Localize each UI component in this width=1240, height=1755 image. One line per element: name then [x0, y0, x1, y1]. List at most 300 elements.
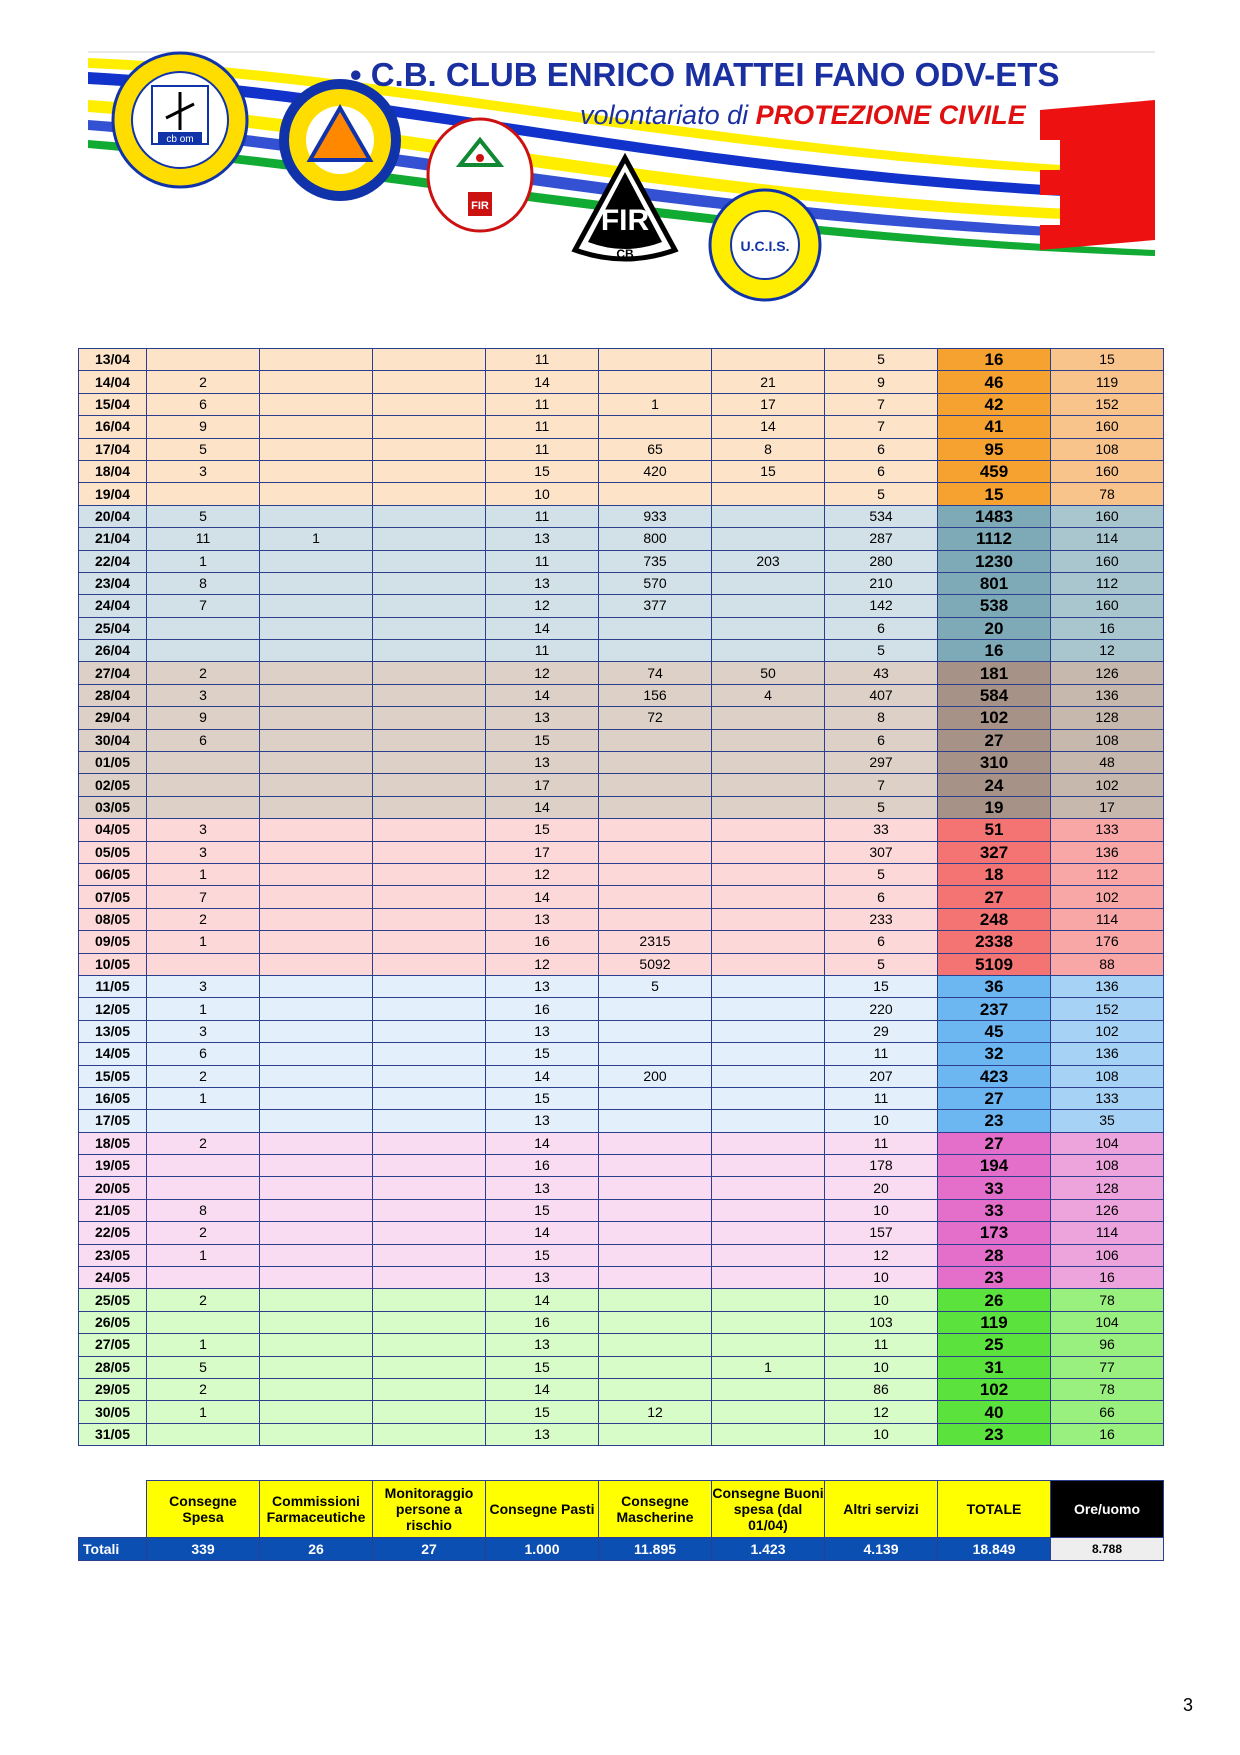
value-cell: 5 — [147, 438, 260, 460]
total-cell: 45 — [938, 1020, 1051, 1042]
value-cell — [712, 796, 825, 818]
value-cell — [599, 640, 712, 662]
hours-cell: 112 — [1051, 572, 1164, 594]
date-cell: 21/05 — [79, 1199, 147, 1221]
value-cell: 3 — [147, 975, 260, 997]
value-cell: 377 — [599, 595, 712, 617]
hours-cell: 16 — [1051, 1267, 1164, 1289]
value-cell: 9 — [147, 707, 260, 729]
date-cell: 26/05 — [79, 1311, 147, 1333]
value-cell — [147, 1267, 260, 1289]
value-cell — [373, 1110, 486, 1132]
value-cell: 233 — [825, 908, 938, 930]
value-cell: 157 — [825, 1222, 938, 1244]
value-cell — [599, 1043, 712, 1065]
value-cell: 1 — [147, 1244, 260, 1266]
value-cell: 10 — [825, 1110, 938, 1132]
value-cell — [147, 953, 260, 975]
value-cell: 7 — [825, 774, 938, 796]
hours-cell: 160 — [1051, 460, 1164, 482]
value-cell: 14 — [486, 684, 599, 706]
value-cell — [260, 595, 373, 617]
hours-cell: 102 — [1051, 886, 1164, 908]
value-cell — [260, 505, 373, 527]
value-cell: 11 — [486, 550, 599, 572]
totals-table — [78, 1480, 1164, 1561]
value-cell — [373, 1043, 486, 1065]
table-row — [79, 371, 1164, 393]
value-cell: 2 — [147, 1222, 260, 1244]
value-cell: 8 — [147, 572, 260, 594]
value-cell: 9 — [825, 371, 938, 393]
total-cell: 538 — [938, 595, 1051, 617]
hours-cell: 136 — [1051, 975, 1164, 997]
value-cell: 933 — [599, 505, 712, 527]
hours-cell: 78 — [1051, 1378, 1164, 1400]
value-cell — [373, 460, 486, 482]
total-cell: 181 — [938, 662, 1051, 684]
value-cell: 1 — [712, 1356, 825, 1378]
total-cell: 801 — [938, 572, 1051, 594]
total-cell: 28 — [938, 1244, 1051, 1266]
value-cell — [373, 729, 486, 751]
value-cell — [373, 1244, 486, 1266]
value-cell — [260, 460, 373, 482]
value-cell — [260, 819, 373, 841]
table-row — [79, 1199, 1164, 1221]
value-cell: 11 — [825, 1132, 938, 1154]
total-cell: 23 — [938, 1423, 1051, 1445]
hours-cell: 136 — [1051, 841, 1164, 863]
value-cell — [260, 684, 373, 706]
value-cell: 178 — [825, 1155, 938, 1177]
value-cell — [260, 931, 373, 953]
totals-header-cell: Ore/uomo — [1051, 1481, 1164, 1538]
value-cell: 7 — [147, 595, 260, 617]
hours-cell: 88 — [1051, 953, 1164, 975]
value-cell: 15 — [486, 1356, 599, 1378]
value-cell: 12 — [486, 595, 599, 617]
value-cell — [712, 1065, 825, 1087]
date-cell: 23/05 — [79, 1244, 147, 1266]
value-cell: 5 — [825, 349, 938, 371]
table-row — [79, 460, 1164, 482]
value-cell: 5 — [825, 863, 938, 885]
value-cell — [599, 886, 712, 908]
value-cell — [373, 640, 486, 662]
date-cell: 24/04 — [79, 595, 147, 617]
hours-cell: 104 — [1051, 1311, 1164, 1333]
table-row — [79, 483, 1164, 505]
value-cell: 14 — [486, 617, 599, 639]
value-cell — [373, 953, 486, 975]
total-cell: 25 — [938, 1334, 1051, 1356]
value-cell — [260, 796, 373, 818]
value-cell — [147, 796, 260, 818]
table-row — [79, 729, 1164, 751]
value-cell: 12 — [825, 1401, 938, 1423]
value-cell — [260, 975, 373, 997]
value-cell: 16 — [486, 1155, 599, 1177]
value-cell — [373, 349, 486, 371]
value-cell — [599, 774, 712, 796]
value-cell: 103 — [825, 1311, 938, 1333]
total-cell: 16 — [938, 640, 1051, 662]
value-cell: 11 — [486, 416, 599, 438]
value-cell — [260, 1065, 373, 1087]
hours-cell: 106 — [1051, 1244, 1164, 1266]
date-cell: 19/05 — [79, 1155, 147, 1177]
hours-cell: 108 — [1051, 729, 1164, 751]
totals-value-cell: 18.849 — [938, 1538, 1051, 1561]
hours-cell: 104 — [1051, 1132, 1164, 1154]
total-cell: 1483 — [938, 505, 1051, 527]
value-cell — [260, 640, 373, 662]
table-row — [79, 550, 1164, 572]
value-cell — [712, 1177, 825, 1199]
value-cell: 50 — [712, 662, 825, 684]
date-cell: 19/04 — [79, 483, 147, 505]
value-cell — [712, 975, 825, 997]
value-cell — [373, 1155, 486, 1177]
value-cell — [373, 1289, 486, 1311]
value-cell — [373, 1311, 486, 1333]
value-cell — [599, 1311, 712, 1333]
total-cell: 16 — [938, 349, 1051, 371]
value-cell — [260, 617, 373, 639]
value-cell — [599, 1334, 712, 1356]
date-cell: 13/05 — [79, 1020, 147, 1042]
hours-cell: 114 — [1051, 1222, 1164, 1244]
value-cell — [712, 863, 825, 885]
value-cell: 2 — [147, 371, 260, 393]
date-cell: 17/04 — [79, 438, 147, 460]
value-cell: 420 — [599, 460, 712, 482]
value-cell: 13 — [486, 528, 599, 550]
hours-cell: 108 — [1051, 438, 1164, 460]
value-cell: 9 — [147, 416, 260, 438]
value-cell — [373, 1378, 486, 1400]
value-cell: 15 — [486, 1244, 599, 1266]
value-cell: 10 — [825, 1199, 938, 1221]
value-cell — [373, 1065, 486, 1087]
value-cell: 3 — [147, 1020, 260, 1042]
value-cell: 2 — [147, 1065, 260, 1087]
value-cell — [260, 1267, 373, 1289]
value-cell — [599, 796, 712, 818]
value-cell: 13 — [486, 1110, 599, 1132]
table-row — [79, 662, 1164, 684]
total-cell: 5109 — [938, 953, 1051, 975]
table-row — [79, 1378, 1164, 1400]
value-cell — [373, 1020, 486, 1042]
totals-value-cell: 4.139 — [825, 1538, 938, 1561]
value-cell — [147, 349, 260, 371]
table-row — [79, 684, 1164, 706]
value-cell: 735 — [599, 550, 712, 572]
value-cell: 800 — [599, 528, 712, 550]
value-cell — [712, 1289, 825, 1311]
value-cell: 3 — [147, 841, 260, 863]
total-cell: 95 — [938, 438, 1051, 460]
value-cell: 13 — [486, 908, 599, 930]
value-cell — [260, 1155, 373, 1177]
value-cell: 14 — [486, 1289, 599, 1311]
value-cell — [712, 640, 825, 662]
totals-header-cell: Commissioni Farmaceutiche — [260, 1481, 373, 1538]
value-cell: 156 — [599, 684, 712, 706]
value-cell: 6 — [825, 460, 938, 482]
hours-cell: 17 — [1051, 796, 1164, 818]
hours-cell: 96 — [1051, 1334, 1164, 1356]
totals-header-cell: TOTALE — [938, 1481, 1051, 1538]
date-cell: 13/04 — [79, 349, 147, 371]
value-cell: 2 — [147, 1378, 260, 1400]
hours-cell: 152 — [1051, 998, 1164, 1020]
date-cell: 21/04 — [79, 528, 147, 550]
value-cell: 10 — [825, 1289, 938, 1311]
total-cell: 102 — [938, 1378, 1051, 1400]
value-cell: 10 — [825, 1423, 938, 1445]
totals-values-row — [79, 1538, 1164, 1561]
value-cell — [599, 1110, 712, 1132]
value-cell — [712, 1043, 825, 1065]
hours-cell: 128 — [1051, 1177, 1164, 1199]
value-cell — [373, 819, 486, 841]
total-cell: 36 — [938, 975, 1051, 997]
value-cell — [260, 572, 373, 594]
value-cell: 4 — [712, 684, 825, 706]
date-cell: 14/04 — [79, 371, 147, 393]
value-cell — [373, 662, 486, 684]
table-row — [79, 1132, 1164, 1154]
value-cell: 6 — [147, 393, 260, 415]
total-cell: 248 — [938, 908, 1051, 930]
date-cell: 20/04 — [79, 505, 147, 527]
value-cell: 7 — [147, 886, 260, 908]
value-cell: 10 — [486, 483, 599, 505]
value-cell — [712, 1423, 825, 1445]
totals-value-cell: 339 — [147, 1538, 260, 1561]
value-cell — [260, 1132, 373, 1154]
hours-cell: 133 — [1051, 819, 1164, 841]
date-cell: 31/05 — [79, 1423, 147, 1445]
hours-cell: 160 — [1051, 416, 1164, 438]
table-row — [79, 1222, 1164, 1244]
value-cell: 5 — [147, 1356, 260, 1378]
value-cell — [712, 528, 825, 550]
value-cell — [260, 349, 373, 371]
date-cell: 14/05 — [79, 1043, 147, 1065]
value-cell — [712, 505, 825, 527]
value-cell: 3 — [147, 460, 260, 482]
table-row — [79, 908, 1164, 930]
daily-services-table — [78, 348, 1164, 1446]
value-cell — [599, 1020, 712, 1042]
value-cell — [147, 617, 260, 639]
value-cell — [373, 684, 486, 706]
value-cell: 12 — [486, 662, 599, 684]
total-cell: 20 — [938, 617, 1051, 639]
value-cell — [147, 1311, 260, 1333]
value-cell — [373, 774, 486, 796]
value-cell — [712, 774, 825, 796]
value-cell — [599, 416, 712, 438]
value-cell: 16 — [486, 998, 599, 1020]
value-cell — [260, 1289, 373, 1311]
hours-cell: 114 — [1051, 908, 1164, 930]
value-cell: 1 — [147, 550, 260, 572]
page-title: • C.B. CLUB ENRICO MATTEI FANO ODV-ETS — [350, 56, 1060, 93]
value-cell — [373, 550, 486, 572]
value-cell — [712, 752, 825, 774]
value-cell — [373, 841, 486, 863]
value-cell — [260, 863, 373, 885]
total-cell: 194 — [938, 1155, 1051, 1177]
value-cell: 15 — [486, 1087, 599, 1109]
total-cell: 327 — [938, 841, 1051, 863]
value-cell: 2315 — [599, 931, 712, 953]
value-cell — [712, 1020, 825, 1042]
value-cell — [260, 774, 373, 796]
hours-cell: 133 — [1051, 1087, 1164, 1109]
total-cell: 46 — [938, 371, 1051, 393]
value-cell — [599, 349, 712, 371]
value-cell — [373, 528, 486, 550]
value-cell — [260, 1311, 373, 1333]
value-cell — [712, 1401, 825, 1423]
value-cell — [373, 998, 486, 1020]
value-cell — [373, 1087, 486, 1109]
value-cell — [373, 505, 486, 527]
value-cell — [712, 1199, 825, 1221]
value-cell — [373, 1356, 486, 1378]
value-cell — [373, 908, 486, 930]
date-cell: 20/05 — [79, 1177, 147, 1199]
totals-header-cell: Consegne Mascherine — [599, 1481, 712, 1538]
value-cell — [260, 662, 373, 684]
value-cell — [147, 483, 260, 505]
hours-cell: 16 — [1051, 1423, 1164, 1445]
ucis-seal-icon — [710, 190, 820, 300]
value-cell: 14 — [486, 371, 599, 393]
date-cell: 12/05 — [79, 998, 147, 1020]
totals-value-cell: 26 — [260, 1538, 373, 1561]
value-cell: 6 — [147, 1043, 260, 1065]
value-cell: 2 — [147, 1289, 260, 1311]
totals-label: Totali — [79, 1538, 147, 1561]
value-cell — [260, 483, 373, 505]
svg-text:FIR: FIR — [600, 204, 650, 237]
value-cell: 13 — [486, 572, 599, 594]
value-cell — [260, 1087, 373, 1109]
value-cell: 15 — [486, 1199, 599, 1221]
value-cell: 1 — [147, 931, 260, 953]
value-cell — [147, 1110, 260, 1132]
value-cell: 280 — [825, 550, 938, 572]
value-cell: 21 — [712, 371, 825, 393]
hours-cell: 66 — [1051, 1401, 1164, 1423]
value-cell: 29 — [825, 1020, 938, 1042]
date-cell: 30/04 — [79, 729, 147, 751]
total-cell: 19 — [938, 796, 1051, 818]
value-cell — [260, 438, 373, 460]
table-row — [79, 617, 1164, 639]
value-cell: 17 — [486, 841, 599, 863]
table-row — [79, 595, 1164, 617]
value-cell — [599, 752, 712, 774]
value-cell: 2 — [147, 908, 260, 930]
value-cell: 16 — [486, 1311, 599, 1333]
value-cell — [373, 572, 486, 594]
value-cell: 11 — [486, 393, 599, 415]
hours-cell: 128 — [1051, 707, 1164, 729]
total-cell: 33 — [938, 1199, 1051, 1221]
table-row — [79, 863, 1164, 885]
value-cell: 11 — [486, 349, 599, 371]
totals-header-row — [79, 1481, 1164, 1538]
value-cell: 15 — [712, 460, 825, 482]
total-cell: 423 — [938, 1065, 1051, 1087]
value-cell — [260, 1401, 373, 1423]
total-cell: 33 — [938, 1177, 1051, 1199]
value-cell — [373, 1267, 486, 1289]
value-cell: 11 — [486, 438, 599, 460]
value-cell: 20 — [825, 1177, 938, 1199]
value-cell — [712, 483, 825, 505]
value-cell: 8 — [147, 1199, 260, 1221]
value-cell — [260, 1222, 373, 1244]
value-cell: 12 — [486, 863, 599, 885]
value-cell: 14 — [486, 1378, 599, 1400]
totals-header-cell: Consegne Pasti — [486, 1481, 599, 1538]
date-cell: 27/05 — [79, 1334, 147, 1356]
date-cell: 25/04 — [79, 617, 147, 639]
table-row — [79, 416, 1164, 438]
value-cell: 13 — [486, 975, 599, 997]
value-cell — [260, 416, 373, 438]
hours-cell: 48 — [1051, 752, 1164, 774]
total-cell: 310 — [938, 752, 1051, 774]
date-cell: 18/04 — [79, 460, 147, 482]
value-cell: 14 — [486, 796, 599, 818]
table-row — [79, 953, 1164, 975]
value-cell — [260, 707, 373, 729]
value-cell: 33 — [825, 819, 938, 841]
protezione-civile-marche-seal-icon — [284, 84, 396, 196]
value-cell — [712, 1311, 825, 1333]
value-cell — [260, 1356, 373, 1378]
date-cell: 23/04 — [79, 572, 147, 594]
value-cell — [147, 1155, 260, 1177]
value-cell — [373, 931, 486, 953]
hours-cell: 108 — [1051, 1155, 1164, 1177]
value-cell — [373, 863, 486, 885]
totals-value-cell: 1.423 — [712, 1538, 825, 1561]
total-cell: 27 — [938, 1132, 1051, 1154]
header-graphic — [0, 0, 1240, 320]
value-cell — [599, 1289, 712, 1311]
total-cell: 51 — [938, 819, 1051, 841]
value-cell: 2 — [147, 662, 260, 684]
value-cell: 200 — [599, 1065, 712, 1087]
value-cell — [260, 1334, 373, 1356]
value-cell — [373, 1177, 486, 1199]
value-cell: 65 — [599, 438, 712, 460]
date-cell: 24/05 — [79, 1267, 147, 1289]
value-cell — [260, 550, 373, 572]
value-cell: 5 — [825, 483, 938, 505]
